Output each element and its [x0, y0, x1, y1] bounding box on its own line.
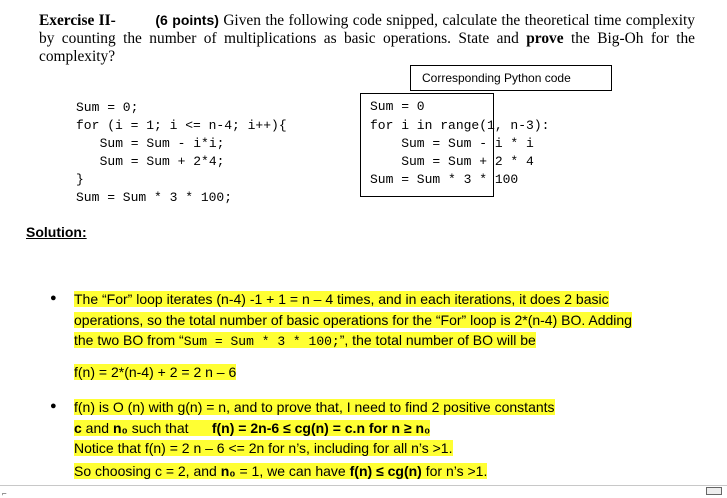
- page-corner-mark-icon: ⌐: [2, 489, 7, 498]
- solution-line: c and n₀ such that f(n) = 2n-6 ≤ cg(n) = c.n for n ≥ n₀: [74, 420, 431, 436]
- bullet-icon: ●: [50, 400, 57, 412]
- inline-code: Sum = Sum * 3 * 100;: [183, 334, 340, 349]
- c-code-line: }: [76, 172, 84, 187]
- c-code-line: for (i = 1; i <= n-4; i++){: [76, 118, 287, 133]
- solution-line: The “For” loop iterates (n-4) -1 + 1 = n – 4 times, and in each iterations, it does 2 basic: [74, 291, 609, 307]
- exercise-prove: prove: [526, 30, 564, 47]
- solution-line: the two BO from “Sum = Sum * 3 * 100;”, the total number of BO will be: [74, 332, 536, 349]
- python-code-line: for i in range(1, n-3):: [370, 118, 550, 133]
- page-bottom-border: [0, 485, 727, 486]
- exercise-points: (6 points): [155, 12, 219, 28]
- solution-line: So choosing c = 2, and n₀ = 1, we can have f(n) ≤ cg(n) for n’s >1.: [74, 463, 488, 479]
- solution-formula: f(n) = 2*(n-4) + 2 = 2 n – 6: [74, 364, 237, 380]
- exercise-text-1: Given the following code snipped, calculate the theoretical time complexity by counting the number of multiplications as basic operations. State and: [39, 12, 695, 47]
- exercise-prompt: [39, 11, 695, 66]
- c-code-line: Sum = Sum + 2*4;: [84, 154, 225, 169]
- python-code-header: Corresponding Python code: [410, 65, 612, 91]
- solution-label: Solution:: [26, 224, 87, 240]
- solution-line: f(n) is O (n) with g(n) = n, and to prove that, I need to find 2 positive constants: [74, 399, 555, 415]
- resize-handle-icon[interactable]: [706, 487, 722, 495]
- solution-line: operations, so the total number of basic operations for the “For” loop is 2*(n-4) BO. Adding: [74, 312, 632, 328]
- c-code-line: Sum = Sum * 3 * 100;: [76, 190, 233, 205]
- python-code-line: Sum = 0: [370, 99, 425, 114]
- bullet-icon: ●: [50, 292, 57, 304]
- python-code-line: Sum = Sum + 2 * 4: [370, 154, 534, 169]
- exercise-label: Exercise II-: [39, 12, 116, 29]
- python-code-line: Sum = Sum * 3 * 100: [370, 172, 519, 187]
- c-code-line: Sum = Sum - i*i;: [84, 136, 225, 151]
- solution-line: Notice that f(n) = 2 n – 6 <= 2n for n’s, including for all n’s >1.: [74, 440, 453, 456]
- c-code-line: Sum = 0;: [76, 100, 139, 115]
- python-code-line: Sum = Sum - i * i: [370, 136, 534, 151]
- exercise-text-2: the Big-Oh for the complexity?: [39, 30, 695, 65]
